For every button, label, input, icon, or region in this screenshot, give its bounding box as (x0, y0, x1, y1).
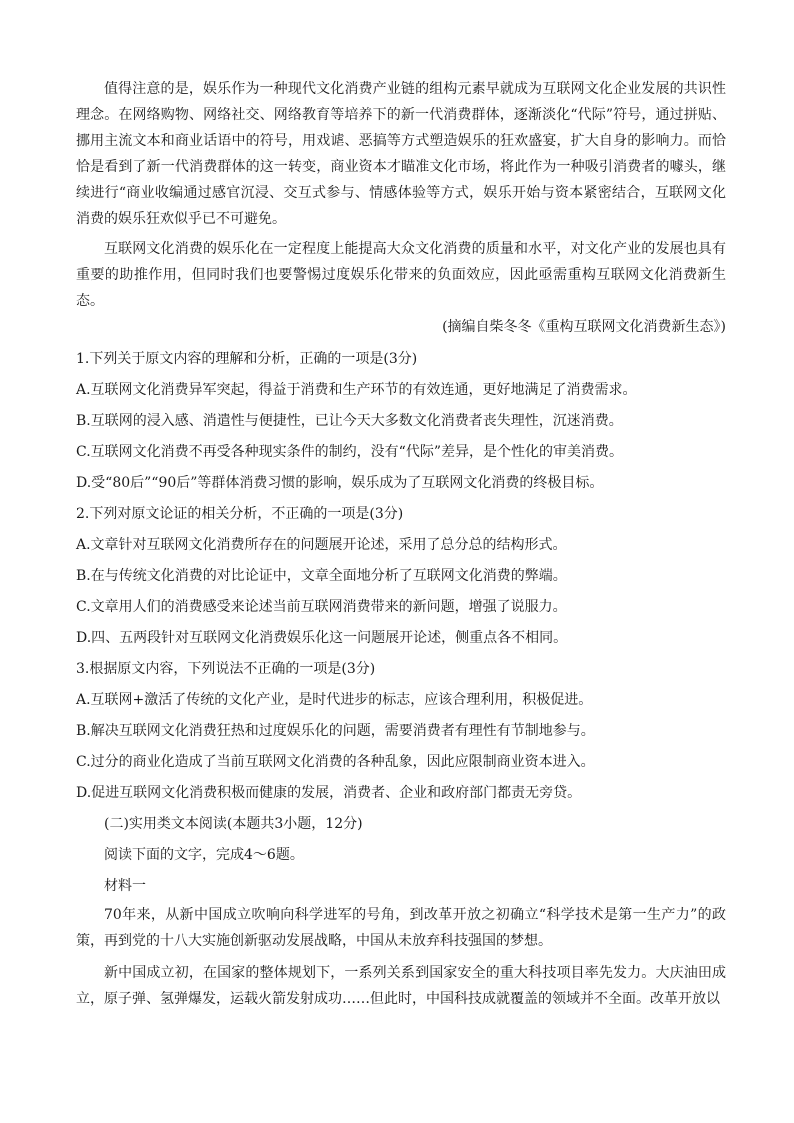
passage-paragraph: 互联网文化消费的娱乐化在一定程度上能提高大众文化消费的质量和水平，对文化产业的发展也具有重要的助推作用，但同时我们也要警惕过度娱乐化带来的负面效应，因此亟需重构互联网文化消费新生态。 (76, 241, 726, 309)
question-1 (76, 344, 726, 499)
option-c: C.过分的商业化造成了当前互联网文化消费的各种乱象，因此应限制商业资本进入。 (76, 754, 595, 770)
exam-page (76, 76, 726, 1012)
question-stem: 2.下列对原文论证的相关分析，不正确的一项是(3分) (76, 506, 404, 522)
option-a: A.文章针对互联网文化消费所存在的问题展开论述，采用了总分总的结构形式。 (76, 537, 567, 553)
section-instruction: 阅读下面的文字，完成4～6题。 (104, 847, 304, 863)
option-c: C.互联网文化消费不再受各种现实条件的制约，没有“代际”差异，是个性化的审美消费。 (76, 444, 623, 460)
option-b: B.在与传统文化消费的对比论证中，文章全面地分析了互联网文化消费的弊端。 (76, 568, 567, 584)
material-paragraph: 70年来，从新中国成立吹响向科学进军的号角，到改革开放之初确立“科学技术是第一生产力”的政策，再到党的十八大实施创新驱动发展战略，中国从未放弃科技强国的梦想。 (76, 907, 726, 949)
material-paragraph: 新中国成立初，在国家的整体规划下，一系列关系到国家安全的重大科技项目率先发力。大庆油田成立，原子弹、氢弹爆发，运载火箭发射成功……但此时，中国科技成就覆盖的领域并不全面。改革开放以 (76, 965, 726, 1007)
option-a: A.互联网+激活了传统的文化产业，是时代进步的标志，应该合理利用，积极促进。 (76, 692, 593, 708)
option-d: D.四、五两段针对互联网文化消费娱乐化这一问题展开论述，侧重点各不相同。 (76, 630, 568, 646)
question-stem: 1.下列关于原文内容的理解和分析，正确的一项是(3分) (76, 351, 418, 367)
passage-source: (摘编自柴冬冬《重构互联网文化消费新生态》) (442, 319, 726, 335)
option-b: B.解决互联网文化消费狂热和过度娱乐化的问题，需要消费者有理性有节制地参与。 (76, 723, 595, 739)
material-label: 材料一 (104, 878, 146, 894)
passage-paragraph: 值得注意的是，娱乐作为一种现代文化消费产业链的组构元素早就成为互联网文化企业发展的共识性理念。在网络购物、网络社交、网络教育等培养下的新一代消费群体，逐渐淡化“代际”符号，通过拼贴、挪用主流文本和商业话语中的符号，用戏谑、恶搞等方式塑造娱乐的狂欢盛宴，扩大自身的影响力。而恰恰是看到了新一代消费群体的这一转变，商业资本才瞄准文化市场，将此作为一种吸引消费者的噱头，继续进行“商业收编通过感官沉浸、交互式参与、情感体验等方式，娱乐开始与资本紧密结合，互联网文化消费的娱乐狂欢似乎已不可避免。 (76, 81, 726, 227)
option-d: D.受“80后”“90后”等群体消费习惯的影响，娱乐成为了互联网文化消费的终极目标。 (76, 475, 604, 491)
option-a: A.互联网文化消费异军突起，得益于消费和生产环节的有效连通，更好地满足了消费需求。 (76, 382, 637, 398)
section-heading: (二)实用类文本阅读(本题共3小题，12分) (104, 816, 363, 832)
option-b: B.互联网的浸入感、消遣性与便捷性，已让今天大多数文化消费者丧失理性，沉迷消费。 (76, 413, 623, 429)
question-2 (76, 499, 726, 654)
option-d: D.促进互联网文化消费积极而健康的发展，消费者、企业和政府部门都责无旁贷。 (76, 785, 582, 801)
option-c: C.文章用人们的消费感受来论述当前互联网消费带来的新问题，增强了说服力。 (76, 599, 567, 615)
question-3 (76, 654, 726, 809)
question-stem: 3.根据原文内容，下列说法不正确的一项是(3分) (76, 661, 376, 677)
